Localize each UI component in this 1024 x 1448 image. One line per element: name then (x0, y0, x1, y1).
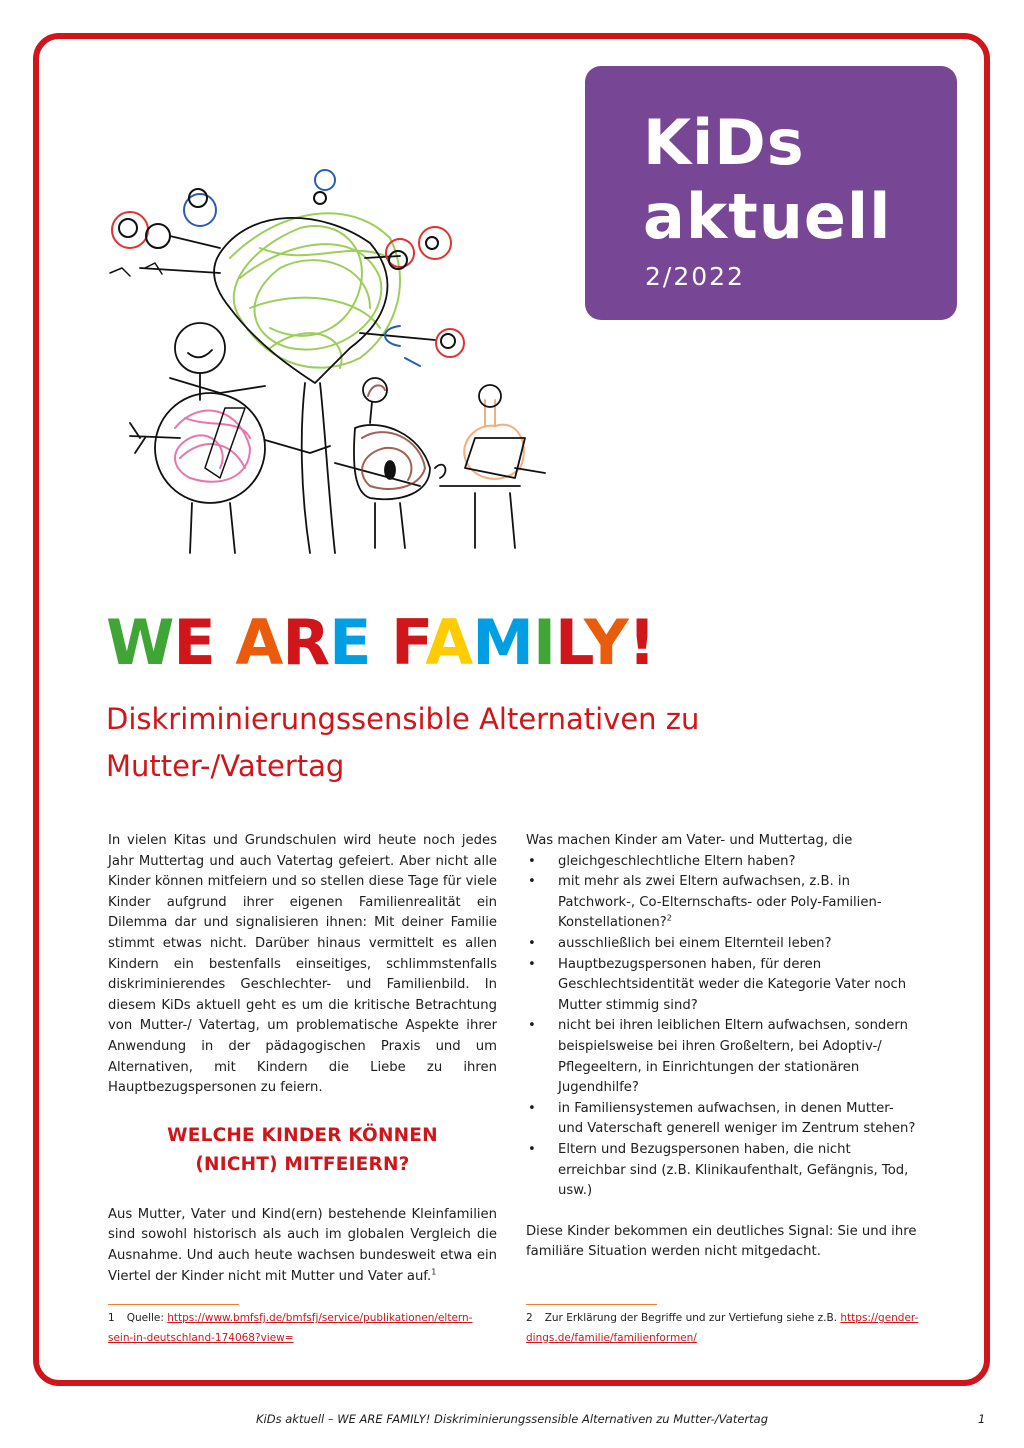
headline-letter (370, 606, 391, 679)
headline-letter: M (472, 606, 533, 679)
page-number: 1 (978, 1412, 986, 1426)
headline-letter: R (282, 606, 330, 679)
headline-letter: E (329, 606, 371, 679)
bullet-item: • ausschließlich bei einem Elternteil leben? (526, 934, 918, 955)
footnote-divider (526, 1304, 657, 1305)
badge-title-line2: aktuell (643, 180, 892, 253)
badge-issue: 2/2022 (645, 262, 745, 291)
section-heading-line2: (NICHT) MITFEIERN? (195, 1153, 410, 1175)
bullet-list (526, 852, 918, 1202)
headline-letter: F (391, 606, 426, 679)
headline-we-are-family (106, 608, 655, 678)
headline-letter: A (425, 606, 473, 679)
headline-letter: ! (627, 606, 656, 679)
subtitle (106, 696, 866, 790)
bullet-item: • in Familiensystemen aufwachsen, in denen Mutter- und Vaterschaft generell weniger im Zentrum stehen? (526, 1099, 918, 1140)
child-drawing-image (100, 168, 590, 560)
headline-letter: Y (583, 606, 628, 679)
headline-letter: L (555, 606, 584, 679)
headline-letter: A (235, 606, 283, 679)
section-heading (108, 1121, 497, 1179)
headline-letter: I (532, 606, 556, 679)
footnote-1 (108, 1308, 508, 1348)
closing-paragraph: Diese Kinder bekommen ein deutliches Signal: Sie und ihre familiäre Situation werden nicht mitgedacht. (526, 1223, 917, 1260)
question-lead: Was machen Kinder am Vater- und Muttertag, die (526, 833, 853, 848)
headline-letter: E (173, 606, 215, 679)
footnote-prefix: Quelle: (126, 1312, 168, 1324)
footnote-2 (526, 1308, 926, 1348)
footnote-link[interactable]: https://gender- (840, 1312, 919, 1324)
paragraph-kleinfamilien (108, 1205, 497, 1287)
bullet-item: • nicht bei ihren leiblichen Eltern aufwachsen, sondern beispielsweise bei ihren Großeltern, bei Adoptiv-/ Pflegeeltern, in Einrichtungen der stationären Jugendhilfe? (526, 1016, 918, 1098)
running-footer: KiDs aktuell – WE ARE FAMILY! Diskriminierungssensible Alternativen zu Mutter-/Vatertag (256, 1412, 768, 1426)
subtitle-line1: Diskriminierungssensible Alternativen zu (106, 702, 700, 736)
paragraph-text: Aus Mutter, Vater und Kind(ern) bestehende Kleinfamilien sind sowohl historisch als auch im globalen Vergleich die Ausnahme. Und auch heute wachsen bundesweit etwa ein Viertel der Kinder nicht mit Mutter und Vater auf. (108, 1206, 497, 1284)
bullet-item: • Hauptbezugspersonen haben, für deren Geschlechtsidentität weder die Kategorie Vater noch Mutter stimmig sind? (526, 955, 918, 1017)
footnote-divider (108, 1304, 239, 1305)
badge-title-line1: KiDs (643, 106, 805, 179)
footnote-ref-1[interactable]: 1 (431, 1267, 437, 1277)
footnote-link-continued[interactable]: dings.de/familie/familienformen/ (526, 1332, 697, 1344)
bullet-item: • gleichgeschlechtliche Eltern haben? (526, 852, 918, 873)
footnote-link[interactable]: https://www.bmfsfj.de/bmfsfj/service/publikationen/eltern- (167, 1312, 473, 1324)
left-column (108, 831, 497, 1287)
section-heading-line1: WELCHE KINDER KÖNNEN (167, 1124, 438, 1146)
footnote-number: 2 (526, 1312, 533, 1324)
subtitle-line2: Mutter-/Vatertag (106, 749, 345, 783)
bullet-text: mit mehr als zwei Eltern aufwachsen, z.B. in Patchwork-, Co-Elternschafts- oder Poly-Familien-Konstellationen? (558, 874, 882, 931)
footnote-link-continued[interactable]: sein-in-deutschland-174068?view= (108, 1332, 294, 1344)
intro-paragraph: In vielen Kitas und Grundschulen wird heute noch jedes Jahr Muttertag und auch Vatertag gefeiert. Aber nicht alle Kinder können mitfeiern und so stellen diese Tage für viele Kinder aufgrund ihrer eigenen Familienrealität ein Dilemma dar und signalisieren ihnen: Mit deiner Familie stimmt etwas nicht. Darüber hinaus vermittelt es allen Kindern ein bestenfalls einseitiges, schlimmstenfalls diskriminierendes Geschlechter- und Familienbild. In diesem KiDs aktuell geht es um die kritische Betrachtung von Mutter-/ Vatertag, um problematische Aspekte ihrer Anwendung in der pädagogischen Praxis und um Alternativen, mit Kindern die Liebe zu ihren Hauptbezugspersonen zu feiern. (108, 833, 497, 1096)
bullet-item (526, 872, 918, 934)
footnote-prefix: Zur Erklärung der Begriffe und zur Vertiefung siehe z.B. (544, 1312, 841, 1324)
right-column (526, 831, 918, 1263)
headline-letter (215, 606, 236, 679)
bullet-item: • Eltern und Bezugspersonen haben, die nicht erreichbar sind (z.B. Klinikaufenthalt, Gefängnis, Tod, usw.) (526, 1140, 918, 1202)
footnote-ref-2[interactable]: 2 (666, 913, 672, 923)
kids-aktuell-badge (585, 66, 957, 320)
footnote-number: 1 (108, 1312, 115, 1324)
headline-letter: W (106, 606, 174, 679)
